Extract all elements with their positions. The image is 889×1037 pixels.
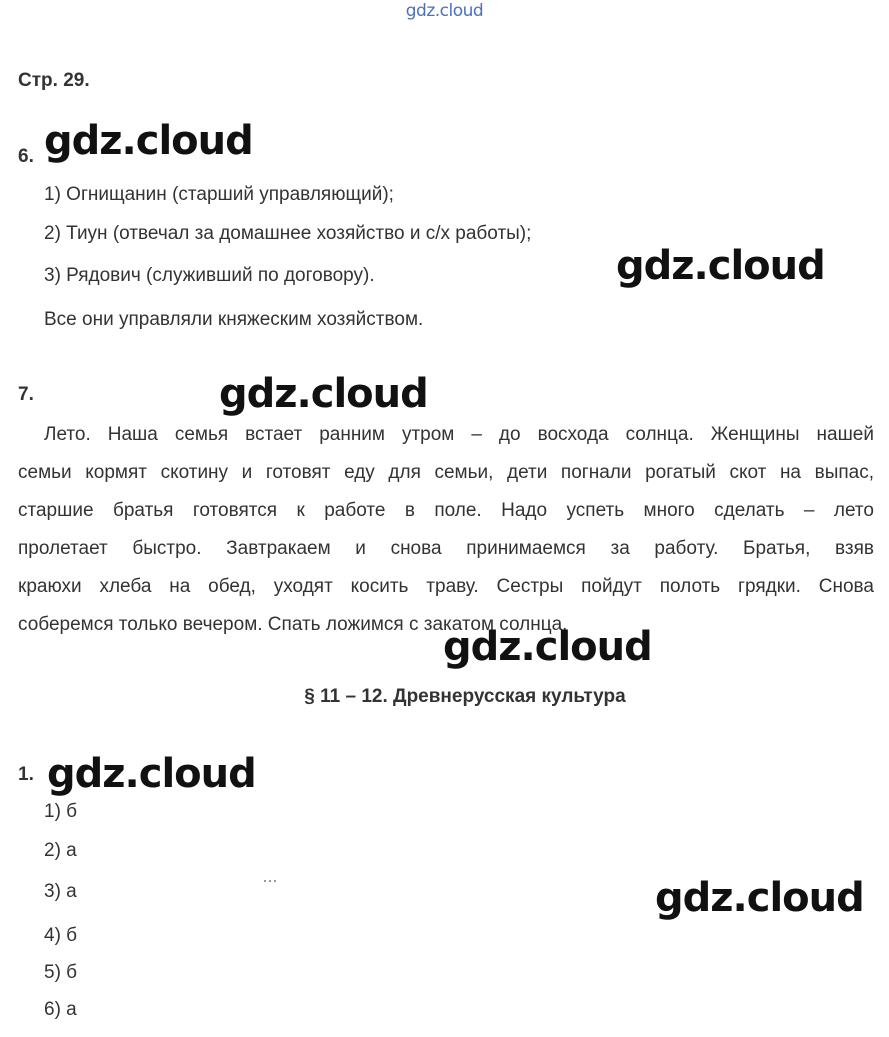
task-7-line: Лето. Наша семья встает ранним утром – до восхода солнца. Женщины нашей <box>44 424 874 445</box>
section-title: § 11 – 12. Древнерусская культура <box>304 686 626 707</box>
task-7-line: семьи кормят скотину и готовят еду для семьи, дети погнали рогатый скот на выпас, <box>18 462 874 483</box>
task-7-line: соберемся только вечером. Спать ложимся с закатом солнца. <box>18 614 568 635</box>
task-6-item-1: 1) Огнищанин (старший управляющий); <box>44 184 394 205</box>
watermark-3: gdz.cloud <box>219 371 428 417</box>
task-7-paragraph <box>18 416 874 644</box>
watermark-1: gdz.cloud <box>44 118 253 164</box>
task-7-line: краюхи хлеба на обед, уходят косить траву. Сестры пойдут полоть грядки. Снова <box>18 576 874 597</box>
task-1-answer-2: 2) а <box>44 840 77 861</box>
task-6-item-3: 3) Рядович (служивший по договору). <box>44 265 375 286</box>
watermark-5: gdz.cloud <box>47 751 256 797</box>
task-1-answer-6: 6) а <box>44 999 77 1020</box>
task-1-answer-5: 5) б <box>44 962 78 983</box>
task-1-answer-4: 4) б <box>44 925 78 946</box>
watermark-4: gdz.cloud <box>443 624 652 670</box>
task-6-number: 6. <box>18 146 34 167</box>
task-6-item-2: 2) Тиун (отвечал за домашнее хозяйство и с/х работы); <box>44 223 532 244</box>
task-1-answer-1: 1) б <box>44 801 78 822</box>
page-reference: Стр. 29. <box>18 70 90 91</box>
task-1-answer-3: 3) а <box>44 881 77 902</box>
task-6-summary: Все они управляли княжеским хозяйством. <box>44 309 424 330</box>
header-watermark: gdz.cloud <box>405 1 484 21</box>
task-1-number: 1. <box>18 764 34 785</box>
stray-marks <box>264 880 278 883</box>
watermark-6: gdz.cloud <box>655 875 864 921</box>
task-7-line: старшие братья готовятся к работе в поле. Надо успеть много сделать – лето <box>18 500 874 521</box>
task-7-number: 7. <box>18 384 34 405</box>
task-7-line: пролетает быстро. Завтракаем и снова принимаемся за работу. Братья, взяв <box>18 538 874 559</box>
watermark-2: gdz.cloud <box>616 243 825 289</box>
